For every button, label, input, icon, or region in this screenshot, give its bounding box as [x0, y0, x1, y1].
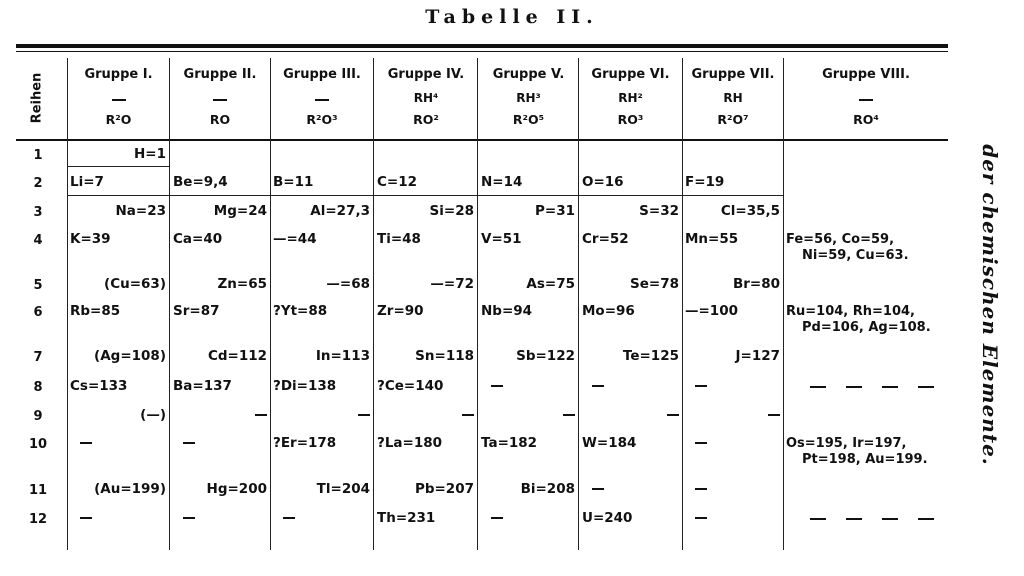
group-header	[478, 58, 579, 138]
top-double-rule-thin	[16, 51, 948, 52]
element-cell: Te=125	[622, 348, 679, 364]
element-cell: Ca=40	[173, 231, 223, 247]
element-cell: (Cu=63)	[104, 276, 166, 292]
empty-dash	[283, 517, 295, 519]
element-cell: Mg=24	[213, 203, 267, 219]
element-cell: Pb=207	[414, 481, 474, 497]
hydride-formula: RH²	[618, 91, 643, 105]
column-separator	[169, 58, 170, 550]
group8-line: Os=195, Ir=197,	[786, 436, 907, 451]
element-cell: H=1	[133, 146, 166, 162]
row-number: 2	[33, 176, 43, 191]
empty-dash	[183, 442, 195, 444]
empty-dash	[768, 414, 780, 416]
group-header	[270, 58, 374, 138]
oxide-formula: RO³	[617, 112, 644, 127]
element-cell: Se=78	[630, 276, 679, 292]
element-cell: —=68	[326, 276, 370, 292]
element-cell: ?La=180	[377, 435, 443, 451]
element-cell	[481, 512, 585, 526]
element-cell: Br=80	[732, 276, 780, 292]
element-cell: As=75	[526, 276, 575, 292]
reihen-header: Reihen	[29, 72, 45, 124]
row2-underline	[67, 195, 783, 196]
column-separator	[373, 58, 374, 550]
element-cell: Tl=204	[316, 481, 370, 497]
group8-empty-dashes	[810, 386, 940, 388]
group-name: Gruppe II.	[183, 67, 257, 82]
column-separator	[682, 58, 683, 550]
column-separator	[270, 58, 271, 550]
empty-dash	[80, 442, 92, 444]
row-number: 12	[28, 512, 48, 527]
group-name: Gruppe I.	[84, 67, 153, 82]
element-cell: Mn=55	[685, 231, 739, 247]
element-cell: Cl=35,5	[720, 203, 780, 219]
element-cell: Ba=137	[173, 378, 232, 394]
empty-dash	[695, 517, 707, 519]
empty-dash	[695, 385, 707, 387]
element-cell: (Ag=108)	[94, 348, 166, 364]
element-cell: N=14	[481, 174, 523, 190]
empty-dash	[695, 488, 707, 490]
element-cell	[481, 409, 575, 423]
group-header	[682, 58, 784, 138]
element-cell: Ti=48	[377, 231, 421, 247]
group8-line: Pt=198, Au=199.	[802, 452, 928, 467]
oxide-formula: R²O	[105, 112, 132, 127]
element-cell: Li=7	[70, 174, 104, 190]
element-cell: In=113	[315, 348, 370, 364]
row-number: 6	[33, 305, 43, 320]
element-cell: Sb=122	[516, 348, 575, 364]
element-cell	[173, 437, 277, 451]
element-cell: Na=23	[115, 203, 166, 219]
element-cell: Mo=96	[582, 303, 635, 319]
empty-dash	[563, 414, 575, 416]
element-cell: W=184	[582, 435, 637, 451]
element-cell: S=32	[639, 203, 679, 219]
empty-dash	[695, 442, 707, 444]
element-cell: Sn=118	[415, 348, 474, 364]
oxide-formula: RO	[209, 112, 231, 127]
group8-line: Ni=59, Cu=63.	[802, 248, 909, 263]
header-dash	[213, 99, 227, 101]
element-cell: Cd=112	[207, 348, 267, 364]
element-cell	[173, 512, 277, 526]
column-separator	[477, 58, 478, 550]
element-cell: —=44	[273, 231, 317, 247]
element-cell	[273, 409, 370, 423]
group8-cell	[786, 304, 956, 336]
group-name: Gruppe VIII.	[822, 67, 910, 82]
oxide-formula: R²O³	[306, 112, 338, 127]
empty-dash	[491, 385, 503, 387]
element-cell: Th=231	[377, 510, 436, 526]
empty-dash	[183, 517, 195, 519]
empty-dash	[592, 385, 604, 387]
row-number: 11	[28, 483, 48, 498]
column-separator	[67, 58, 68, 550]
empty-dash	[255, 414, 267, 416]
row-number: 1	[33, 148, 43, 163]
element-cell: Nb=94	[481, 303, 533, 319]
group-name: Gruppe VI.	[591, 67, 670, 82]
element-cell	[685, 512, 790, 526]
element-cell: Si=28	[429, 203, 474, 219]
element-cell	[582, 409, 679, 423]
element-cell: F=19	[685, 174, 725, 190]
element-cell: —=72	[430, 276, 474, 292]
element-cell	[685, 437, 790, 451]
element-cell: Sr=87	[173, 303, 220, 319]
group-header	[579, 58, 682, 138]
element-cell: Zn=65	[217, 276, 267, 292]
group8-cell	[786, 436, 956, 468]
row-number: 8	[33, 380, 43, 395]
element-cell: ?Yt=88	[273, 303, 328, 319]
hydride-formula: RH³	[516, 91, 541, 105]
group8-empty-dashes	[810, 518, 940, 520]
top-double-rule-thick	[16, 44, 948, 48]
oxide-formula: R²O⁷	[717, 112, 749, 127]
element-cell: U=240	[582, 510, 633, 526]
element-cell	[582, 483, 689, 497]
element-cell: P=31	[535, 203, 575, 219]
group-header	[170, 58, 270, 138]
empty-dash	[592, 488, 604, 490]
element-cell: Ta=182	[481, 435, 538, 451]
empty-dash	[358, 414, 370, 416]
element-cell: C=12	[377, 174, 418, 190]
element-cell	[481, 380, 585, 394]
element-cell: Hg=200	[206, 481, 267, 497]
element-cell: Cr=52	[582, 231, 629, 247]
element-cell	[70, 437, 176, 451]
element-cell	[685, 380, 790, 394]
header-dash	[112, 99, 126, 101]
element-cell: B=11	[273, 174, 314, 190]
group8-line: Ru=104, Rh=104,	[786, 304, 915, 319]
group-header	[784, 58, 948, 138]
group8-line: Fe=56, Co=59,	[786, 232, 895, 247]
element-cell: Be=9,4	[173, 174, 228, 190]
column-separator	[783, 58, 784, 550]
group-header	[67, 58, 170, 138]
element-cell	[273, 512, 380, 526]
element-cell	[582, 380, 689, 394]
empty-dash	[491, 517, 503, 519]
group-name: Gruppe III.	[283, 67, 361, 82]
element-cell: V=51	[481, 231, 522, 247]
oxide-formula: RO²	[413, 112, 439, 127]
element-cell: ?Di=138	[273, 378, 337, 394]
header-dash	[315, 99, 329, 101]
group-name: Gruppe VII.	[691, 67, 775, 82]
hydride-formula: RH	[723, 91, 743, 105]
hydrogen-underline	[67, 166, 169, 167]
element-cell: Al=27,3	[310, 203, 370, 219]
element-cell: Bi=208	[520, 481, 575, 497]
row-number: 5	[33, 278, 43, 293]
element-cell: —=100	[685, 303, 738, 319]
row-number: 7	[33, 350, 43, 365]
group8-cell	[786, 232, 956, 264]
header-dash	[859, 99, 873, 101]
element-cell: J=127	[735, 348, 780, 364]
oxide-formula: RO⁴	[853, 112, 879, 127]
element-cell: Cs=133	[70, 378, 128, 394]
group-name: Gruppe V.	[492, 67, 565, 82]
element-cell: O=16	[582, 174, 624, 190]
row-number: 9	[33, 409, 43, 424]
element-cell: K=39	[70, 231, 111, 247]
empty-dash	[667, 414, 679, 416]
group-header	[374, 58, 478, 138]
table-title: Tabelle II.	[425, 6, 599, 28]
element-cell	[173, 409, 267, 423]
oxide-formula: R²O⁵	[512, 112, 545, 127]
row-number: 10	[28, 437, 48, 452]
element-cell	[377, 409, 474, 423]
element-cell	[685, 409, 780, 423]
element-cell: (Au=199)	[94, 481, 166, 497]
group8-line: Pd=106, Ag=108.	[802, 320, 931, 335]
row-number: 3	[33, 205, 43, 220]
column-separator	[578, 58, 579, 550]
side-caption: der chemischen Elemente.	[978, 144, 1002, 466]
element-cell: ?Er=178	[273, 435, 337, 451]
element-cell: ?Ce=140	[377, 378, 444, 394]
element-cell: Zr=90	[377, 303, 424, 319]
element-cell: (—)	[140, 407, 166, 423]
hydride-formula: RH⁴	[413, 91, 439, 105]
empty-dash	[80, 517, 92, 519]
row-number: 4	[33, 233, 43, 248]
empty-dash	[462, 414, 474, 416]
element-cell	[70, 512, 176, 526]
element-cell	[685, 483, 790, 497]
group-name: Gruppe IV.	[387, 67, 465, 82]
header-bottom-rule	[16, 139, 948, 141]
element-cell: Rb=85	[70, 303, 121, 319]
